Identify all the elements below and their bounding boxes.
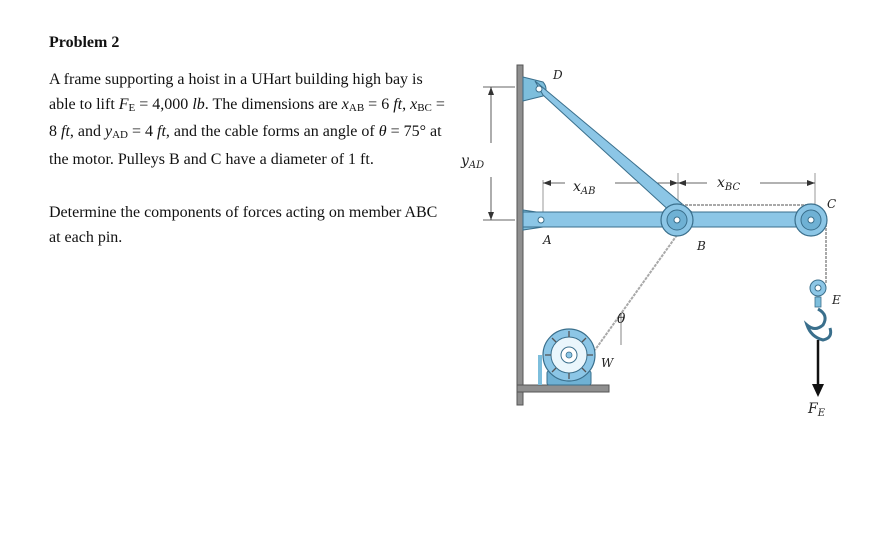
statement-text: A frame supporting a hoist in a UHart building high bay is able to lift <box>49 71 423 113</box>
yad-variable: $y_{AD}$ <box>105 123 128 141</box>
label-theta: θ <box>617 311 626 327</box>
fe-variable: $F_E$ <box>118 95 136 114</box>
force-fe-arrowhead <box>812 384 824 397</box>
label-xab: $x_{AB}$ <box>573 179 596 197</box>
label-b: B <box>697 239 706 253</box>
pin-d <box>536 86 542 92</box>
label-w: W <box>601 356 614 370</box>
wall-post <box>517 65 523 405</box>
pulley-c <box>795 204 827 236</box>
label-fe: $F_E$ <box>808 401 826 419</box>
hook <box>807 309 831 340</box>
label-xbc: $x_{BC}$ <box>717 175 741 193</box>
pulley-e <box>810 280 826 307</box>
theta-variable: θ <box>378 123 387 140</box>
label-c: C <box>827 197 837 211</box>
label-a: A <box>543 233 552 247</box>
pin-a <box>538 217 544 223</box>
hoist-frame-figure <box>455 55 875 435</box>
label-e: E <box>832 293 841 307</box>
problem-statement: A frame supporting a hoist in a UHart building high bay is able to lift $F_E = 4,000$ lb. The dimensions are $x_{AB} = 6$ ft, $x_{BC} = 8$ ft, and $y_{AD} = 4$ ft, and the cable forms an angle of θ = 75° at the motor. Pulleys B and C have a diameter of 1 ft. <box>49 71 445 168</box>
motor-w <box>538 329 595 385</box>
label-yad: $y_{AD}$ <box>461 153 485 171</box>
problem-question: Determine the components of forces acting on member ABC at each pin. <box>49 204 438 246</box>
dimension-yad <box>460 87 515 220</box>
member-db <box>535 81 693 225</box>
pulley-b <box>661 204 693 236</box>
xbc-variable: $x_{BC}$ <box>410 95 432 114</box>
cable-motor <box>595 235 677 350</box>
xab-variable: $x_{AB}$ <box>341 95 365 114</box>
problem-title: Problem 2 <box>49 34 120 51</box>
label-d: D <box>553 68 563 82</box>
floor-base <box>517 385 609 392</box>
